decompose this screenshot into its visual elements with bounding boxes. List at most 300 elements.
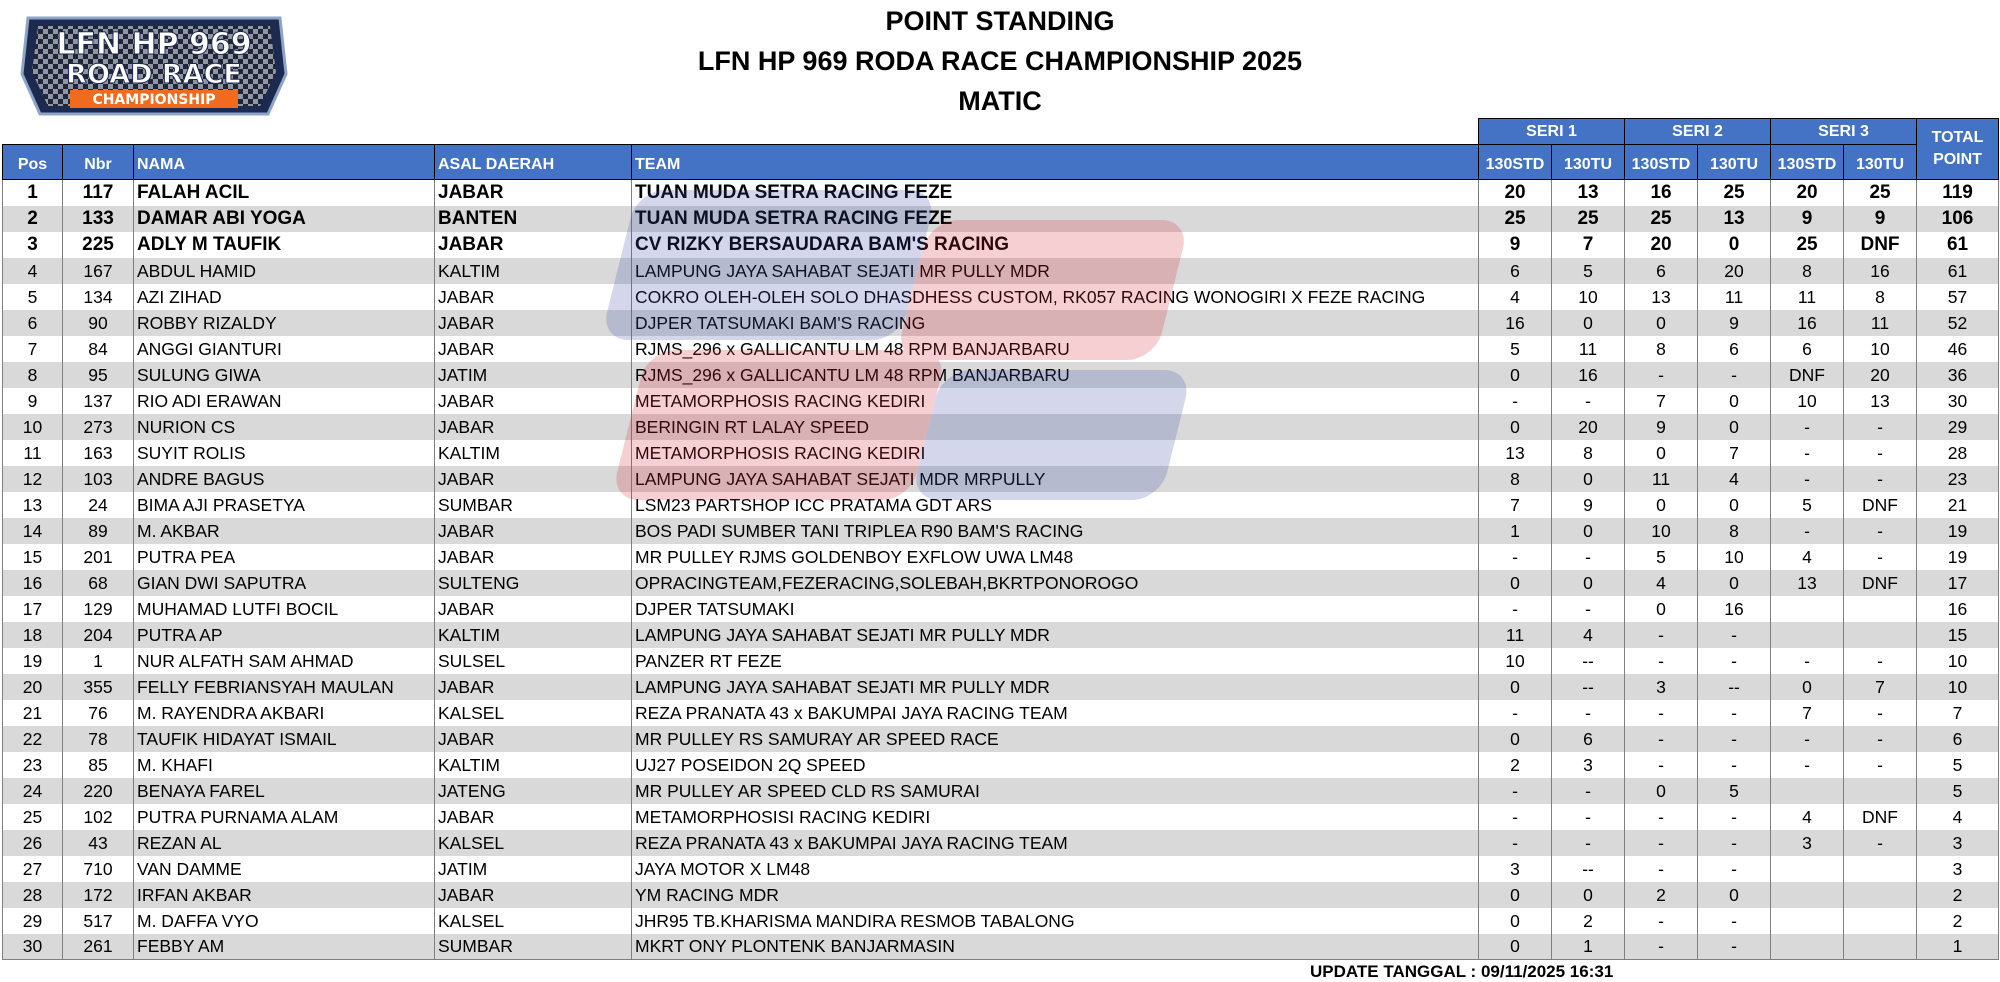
team-cell: YM RACING MDR bbox=[632, 882, 1479, 908]
nama-cell: TAUFIK HIDAYAT ISMAIL bbox=[134, 726, 435, 752]
total-point-cell: 16 bbox=[1917, 596, 1999, 622]
s1-std-cell: 0 bbox=[1479, 362, 1552, 388]
asal-cell: KALTIM bbox=[435, 622, 632, 648]
total-point-header bbox=[1917, 119, 1999, 180]
nama-cell: ABDUL HAMID bbox=[134, 258, 435, 284]
nbr-cell: 95 bbox=[63, 362, 134, 388]
nbr-cell: 89 bbox=[63, 518, 134, 544]
s2-std-cell: 0 bbox=[1625, 596, 1698, 622]
header-spacer bbox=[3, 119, 1479, 145]
pos-cell: 19 bbox=[3, 648, 63, 674]
pos-cell: 15 bbox=[3, 544, 63, 570]
s2-tu-cell: 7 bbox=[1698, 440, 1771, 466]
team-cell: BOS PADI SUMBER TANI TRIPLEA R90 BAM'S RACING bbox=[632, 518, 1479, 544]
s1-std-cell: 8 bbox=[1479, 466, 1552, 492]
nama-cell: M. RAYENDRA AKBARI bbox=[134, 700, 435, 726]
nbr-cell: 76 bbox=[63, 700, 134, 726]
pos-cell: 2 bbox=[3, 206, 63, 232]
s1-tu-cell: 20 bbox=[1552, 414, 1625, 440]
asal-cell: KALTIM bbox=[435, 752, 632, 778]
asal-cell: JABAR bbox=[435, 674, 632, 700]
s1-tu-cell: -- bbox=[1552, 648, 1625, 674]
s2-std-header: 130STD bbox=[1625, 145, 1698, 180]
pos-cell: 6 bbox=[3, 310, 63, 336]
s1-tu-cell: 1 bbox=[1552, 934, 1625, 960]
s1-std-cell: 0 bbox=[1479, 570, 1552, 596]
s2-tu-cell: - bbox=[1698, 830, 1771, 856]
nbr-cell: 201 bbox=[63, 544, 134, 570]
page-title: POINT STANDING bbox=[885, 6, 1115, 36]
s1-std-cell: 16 bbox=[1479, 310, 1552, 336]
nama-header: NAMA bbox=[134, 145, 435, 180]
team-cell: LAMPUNG JAYA SAHABAT SEJATI MR PULLY MDR bbox=[632, 258, 1479, 284]
s3-std-cell: 5 bbox=[1771, 492, 1844, 518]
logo-line2: ROAD RACE bbox=[66, 59, 242, 90]
s1-std-cell: - bbox=[1479, 596, 1552, 622]
s3-tu-cell: DNF bbox=[1844, 492, 1917, 518]
team-cell: JAYA MOTOR X LM48 bbox=[632, 856, 1479, 882]
nbr-cell: 85 bbox=[63, 752, 134, 778]
s1-tu-cell: -- bbox=[1552, 856, 1625, 882]
s3-tu-cell: - bbox=[1844, 518, 1917, 544]
nbr-cell: 167 bbox=[63, 258, 134, 284]
table-row bbox=[3, 856, 1999, 882]
asal-cell: JABAR bbox=[435, 726, 632, 752]
s2-std-cell: 16 bbox=[1625, 180, 1698, 206]
pos-cell: 24 bbox=[3, 778, 63, 804]
s3-tu-cell: - bbox=[1844, 466, 1917, 492]
nbr-cell: 710 bbox=[63, 856, 134, 882]
team-cell: LSM23 PARTSHOP ICC PRATAMA GDT ARS bbox=[632, 492, 1479, 518]
s3-std-cell bbox=[1771, 934, 1844, 960]
s1-tu-cell: 0 bbox=[1552, 310, 1625, 336]
s2-std-cell: 9 bbox=[1625, 414, 1698, 440]
s1-std-cell: 13 bbox=[1479, 440, 1552, 466]
asal-cell: BANTEN bbox=[435, 206, 632, 232]
nama-cell: ADLY M TAUFIK bbox=[134, 232, 435, 258]
s3-std-cell: - bbox=[1771, 726, 1844, 752]
nama-cell: M. AKBAR bbox=[134, 518, 435, 544]
s1-tu-cell: 25 bbox=[1552, 206, 1625, 232]
nbr-cell: 517 bbox=[63, 908, 134, 934]
asal-cell: JATIM bbox=[435, 856, 632, 882]
s3-std-cell: - bbox=[1771, 414, 1844, 440]
s1-tu-cell: 0 bbox=[1552, 570, 1625, 596]
pos-cell: 5 bbox=[3, 284, 63, 310]
total-point-cell: 61 bbox=[1917, 258, 1999, 284]
table-row bbox=[3, 180, 1999, 206]
s1-std-cell: 4 bbox=[1479, 284, 1552, 310]
total-point-cell: 1 bbox=[1917, 934, 1999, 960]
s1-tu-cell: 6 bbox=[1552, 726, 1625, 752]
pos-cell: 18 bbox=[3, 622, 63, 648]
s3-std-cell bbox=[1771, 882, 1844, 908]
pos-cell: 10 bbox=[3, 414, 63, 440]
team-cell: TUAN MUDA SETRA RACING FEZE bbox=[632, 206, 1479, 232]
nama-cell: PUTRA PEA bbox=[134, 544, 435, 570]
s3-tu-cell: - bbox=[1844, 544, 1917, 570]
s1-tu-cell: -- bbox=[1552, 674, 1625, 700]
update-timestamp: UPDATE TANGGAL : 09/11/2025 16:31 bbox=[1310, 962, 1614, 981]
standings-table bbox=[2, 118, 1999, 960]
table-row bbox=[3, 440, 1999, 466]
team-cell: DJPER TATSUMAKI BAM'S RACING bbox=[632, 310, 1479, 336]
s1-tu-cell: - bbox=[1552, 544, 1625, 570]
team-cell: METAMORPHOSIS RACING KEDIRI bbox=[632, 440, 1479, 466]
s2-std-cell: 20 bbox=[1625, 232, 1698, 258]
s3-tu-header: 130TU bbox=[1844, 145, 1917, 180]
s2-std-cell: - bbox=[1625, 362, 1698, 388]
s1-std-cell: 0 bbox=[1479, 882, 1552, 908]
s1-tu-cell: - bbox=[1552, 388, 1625, 414]
nama-cell: M. KHAFI bbox=[134, 752, 435, 778]
nama-cell: GIAN DWI SAPUTRA bbox=[134, 570, 435, 596]
pos-cell: 14 bbox=[3, 518, 63, 544]
s1-std-header: 130STD bbox=[1479, 145, 1552, 180]
s3-std-cell: - bbox=[1771, 466, 1844, 492]
s2-tu-cell: - bbox=[1698, 804, 1771, 830]
s1-std-cell: - bbox=[1479, 544, 1552, 570]
s2-std-cell: 10 bbox=[1625, 518, 1698, 544]
team-cell: RJMS_296 x GALLICANTU LM 48 RPM BANJARBARU bbox=[632, 362, 1479, 388]
team-cell: LAMPUNG JAYA SAHABAT SEJATI MDR MRPULLY bbox=[632, 466, 1479, 492]
s3-std-cell: 6 bbox=[1771, 336, 1844, 362]
s2-tu-cell: - bbox=[1698, 700, 1771, 726]
pos-cell: 25 bbox=[3, 804, 63, 830]
table-row bbox=[3, 908, 1999, 934]
asal-cell: SUMBAR bbox=[435, 492, 632, 518]
asal-cell: JABAR bbox=[435, 388, 632, 414]
team-cell: PANZER RT FEZE bbox=[632, 648, 1479, 674]
table-row bbox=[3, 830, 1999, 856]
team-cell: COKRO OLEH-OLEH SOLO DHASDHESS CUSTOM, RK057 RACING WONOGIRI X FEZE RACING bbox=[632, 284, 1479, 310]
team-cell: REZA PRANATA 43 x BAKUMPAI JAYA RACING TEAM bbox=[632, 830, 1479, 856]
s3-tu-cell: DNF bbox=[1844, 570, 1917, 596]
total-point-cell: 28 bbox=[1917, 440, 1999, 466]
s1-std-cell: 0 bbox=[1479, 726, 1552, 752]
total-point-cell: 52 bbox=[1917, 310, 1999, 336]
championship-title: LFN HP 969 RODA RACE CHAMPIONSHIP 2025 bbox=[697, 46, 1303, 76]
nama-cell: FALAH ACIL bbox=[134, 180, 435, 206]
total-point-cell: 21 bbox=[1917, 492, 1999, 518]
s2-tu-cell: 6 bbox=[1698, 336, 1771, 362]
s3-std-header: 130STD bbox=[1771, 145, 1844, 180]
s2-std-cell: 2 bbox=[1625, 882, 1698, 908]
nama-cell: ANDRE BAGUS bbox=[134, 466, 435, 492]
s2-std-cell: 7 bbox=[1625, 388, 1698, 414]
table-row bbox=[3, 622, 1999, 648]
total-point-cell: 61 bbox=[1917, 232, 1999, 258]
table-row bbox=[3, 648, 1999, 674]
s3-tu-cell: - bbox=[1844, 726, 1917, 752]
asal-cell: JABAR bbox=[435, 310, 632, 336]
pos-cell: 27 bbox=[3, 856, 63, 882]
table-row bbox=[3, 752, 1999, 778]
team-cell: JHR95 TB.KHARISMA MANDIRA RESMOB TABALONG bbox=[632, 908, 1479, 934]
nama-cell: PUTRA AP bbox=[134, 622, 435, 648]
team-cell: LAMPUNG JAYA SAHABAT SEJATI MR PULLY MDR bbox=[632, 674, 1479, 700]
pos-cell: 3 bbox=[3, 232, 63, 258]
s1-tu-cell: - bbox=[1552, 596, 1625, 622]
table-row bbox=[3, 310, 1999, 336]
nama-cell: BIMA AJI PRASETYA bbox=[134, 492, 435, 518]
s2-tu-cell: - bbox=[1698, 726, 1771, 752]
asal-cell: KALTIM bbox=[435, 258, 632, 284]
s2-tu-cell: 20 bbox=[1698, 258, 1771, 284]
category-title: MATIC bbox=[958, 86, 1042, 116]
asal-cell: SULSEL bbox=[435, 648, 632, 674]
s1-tu-cell: 16 bbox=[1552, 362, 1625, 388]
s3-tu-cell bbox=[1844, 934, 1917, 960]
nbr-cell: 78 bbox=[63, 726, 134, 752]
pos-header: Pos bbox=[3, 145, 63, 180]
team-cell: MR PULLEY RJMS GOLDENBOY EXFLOW UWA LM48 bbox=[632, 544, 1479, 570]
table-row bbox=[3, 284, 1999, 310]
s3-std-cell bbox=[1771, 622, 1844, 648]
asal-cell: JABAR bbox=[435, 804, 632, 830]
nbr-cell: 133 bbox=[63, 206, 134, 232]
pos-cell: 1 bbox=[3, 180, 63, 206]
s1-tu-cell: 4 bbox=[1552, 622, 1625, 648]
total-point-cell: 46 bbox=[1917, 336, 1999, 362]
s2-std-cell: 3 bbox=[1625, 674, 1698, 700]
standings-body bbox=[3, 180, 1999, 960]
s3-tu-cell: - bbox=[1844, 830, 1917, 856]
s2-tu-cell: 9 bbox=[1698, 310, 1771, 336]
table-row bbox=[3, 934, 1999, 960]
total-header-line2: POINT bbox=[1933, 151, 1982, 168]
s2-std-cell: - bbox=[1625, 856, 1698, 882]
s2-tu-cell: 0 bbox=[1698, 414, 1771, 440]
s3-std-cell bbox=[1771, 908, 1844, 934]
table-row bbox=[3, 674, 1999, 700]
s1-tu-cell: 7 bbox=[1552, 232, 1625, 258]
pos-cell: 16 bbox=[3, 570, 63, 596]
s1-tu-cell: 3 bbox=[1552, 752, 1625, 778]
nbr-cell: 172 bbox=[63, 882, 134, 908]
asal-cell: JABAR bbox=[435, 414, 632, 440]
nbr-cell: 90 bbox=[63, 310, 134, 336]
s1-tu-cell: - bbox=[1552, 830, 1625, 856]
total-point-cell: 7 bbox=[1917, 700, 1999, 726]
asal-daerah-header: ASAL DAERAH bbox=[435, 145, 632, 180]
s2-tu-cell: 8 bbox=[1698, 518, 1771, 544]
s3-tu-cell bbox=[1844, 856, 1917, 882]
s1-tu-cell: - bbox=[1552, 804, 1625, 830]
nbr-cell: 204 bbox=[63, 622, 134, 648]
s2-tu-cell: 11 bbox=[1698, 284, 1771, 310]
s3-tu-cell: 7 bbox=[1844, 674, 1917, 700]
s1-tu-header: 130TU bbox=[1552, 145, 1625, 180]
asal-cell: KALSEL bbox=[435, 830, 632, 856]
s3-std-cell: 20 bbox=[1771, 180, 1844, 206]
pos-cell: 13 bbox=[3, 492, 63, 518]
table-row bbox=[3, 596, 1999, 622]
s2-tu-cell: 0 bbox=[1698, 570, 1771, 596]
nama-cell: M. DAFFA VYO bbox=[134, 908, 435, 934]
table-row bbox=[3, 778, 1999, 804]
s3-tu-cell bbox=[1844, 778, 1917, 804]
pos-cell: 22 bbox=[3, 726, 63, 752]
nama-cell: PUTRA PURNAMA ALAM bbox=[134, 804, 435, 830]
nama-cell: NUR ALFATH SAM AHMAD bbox=[134, 648, 435, 674]
s3-std-cell: 9 bbox=[1771, 206, 1844, 232]
team-cell: MR PULLEY RS SAMURAY AR SPEED RACE bbox=[632, 726, 1479, 752]
s3-tu-cell: - bbox=[1844, 700, 1917, 726]
pos-cell: 29 bbox=[3, 908, 63, 934]
s1-tu-cell: 11 bbox=[1552, 336, 1625, 362]
total-point-cell: 30 bbox=[1917, 388, 1999, 414]
team-cell: LAMPUNG JAYA SAHABAT SEJATI MR PULLY MDR bbox=[632, 622, 1479, 648]
total-point-cell: 5 bbox=[1917, 778, 1999, 804]
s2-std-cell: - bbox=[1625, 908, 1698, 934]
s2-tu-header: 130TU bbox=[1698, 145, 1771, 180]
nbr-cell: 84 bbox=[63, 336, 134, 362]
s3-tu-cell: 8 bbox=[1844, 284, 1917, 310]
table-row bbox=[3, 414, 1999, 440]
asal-cell: JABAR bbox=[435, 180, 632, 206]
s1-std-cell: 0 bbox=[1479, 674, 1552, 700]
s3-std-cell: - bbox=[1771, 648, 1844, 674]
nbr-cell: 117 bbox=[63, 180, 134, 206]
pos-cell: 7 bbox=[3, 336, 63, 362]
s1-std-cell: 20 bbox=[1479, 180, 1552, 206]
s3-std-cell bbox=[1771, 596, 1844, 622]
table-row bbox=[3, 258, 1999, 284]
s1-tu-cell: 9 bbox=[1552, 492, 1625, 518]
total-point-cell: 57 bbox=[1917, 284, 1999, 310]
team-cell: RJMS_296 x GALLICANTU LM 48 RPM BANJARBARU bbox=[632, 336, 1479, 362]
s2-tu-cell: 4 bbox=[1698, 466, 1771, 492]
s1-std-cell: 1 bbox=[1479, 518, 1552, 544]
title-block bbox=[0, 0, 2000, 121]
asal-cell: JABAR bbox=[435, 466, 632, 492]
team-header: TEAM bbox=[632, 145, 1479, 180]
asal-cell: KALTIM bbox=[435, 440, 632, 466]
table-row bbox=[3, 232, 1999, 258]
team-cell: MKRT ONY PLONTENK BANJARMASIN bbox=[632, 934, 1479, 960]
nama-cell: AZI ZIHAD bbox=[134, 284, 435, 310]
s3-tu-cell: - bbox=[1844, 752, 1917, 778]
pos-cell: 23 bbox=[3, 752, 63, 778]
nbr-header: Nbr bbox=[63, 145, 134, 180]
s2-std-cell: 0 bbox=[1625, 492, 1698, 518]
s2-tu-cell: 0 bbox=[1698, 388, 1771, 414]
asal-cell: SUMBAR bbox=[435, 934, 632, 960]
table-row bbox=[3, 700, 1999, 726]
series-3-header: SERI 3 bbox=[1771, 119, 1917, 145]
s3-std-cell: 11 bbox=[1771, 284, 1844, 310]
pos-cell: 4 bbox=[3, 258, 63, 284]
nbr-cell: 43 bbox=[63, 830, 134, 856]
s1-std-cell: 6 bbox=[1479, 258, 1552, 284]
total-point-cell: 19 bbox=[1917, 544, 1999, 570]
total-point-cell: 2 bbox=[1917, 882, 1999, 908]
s3-std-cell: - bbox=[1771, 752, 1844, 778]
nama-cell: VAN DAMME bbox=[134, 856, 435, 882]
s2-std-cell: 6 bbox=[1625, 258, 1698, 284]
s1-std-cell: 7 bbox=[1479, 492, 1552, 518]
s3-tu-cell: 9 bbox=[1844, 206, 1917, 232]
s2-std-cell: 0 bbox=[1625, 440, 1698, 466]
s3-tu-cell: 13 bbox=[1844, 388, 1917, 414]
pos-cell: 9 bbox=[3, 388, 63, 414]
s2-std-cell: - bbox=[1625, 830, 1698, 856]
s2-tu-cell: - bbox=[1698, 934, 1771, 960]
nbr-cell: 220 bbox=[63, 778, 134, 804]
s2-std-cell: - bbox=[1625, 648, 1698, 674]
nama-cell: ROBBY RIZALDY bbox=[134, 310, 435, 336]
total-point-cell: 2 bbox=[1917, 908, 1999, 934]
nama-cell: RIO ADI ERAWAN bbox=[134, 388, 435, 414]
team-cell: BERINGIN RT LALAY SPEED bbox=[632, 414, 1479, 440]
s2-std-cell: - bbox=[1625, 622, 1698, 648]
s1-std-cell: 0 bbox=[1479, 414, 1552, 440]
s1-tu-cell: 8 bbox=[1552, 440, 1625, 466]
series-1-header: SERI 1 bbox=[1479, 119, 1625, 145]
nbr-cell: 137 bbox=[63, 388, 134, 414]
s1-std-cell: 10 bbox=[1479, 648, 1552, 674]
team-cell: DJPER TATSUMAKI bbox=[632, 596, 1479, 622]
table-row bbox=[3, 466, 1999, 492]
table-row bbox=[3, 388, 1999, 414]
total-point-cell: 36 bbox=[1917, 362, 1999, 388]
s3-std-cell bbox=[1771, 778, 1844, 804]
pos-cell: 12 bbox=[3, 466, 63, 492]
total-point-cell: 3 bbox=[1917, 856, 1999, 882]
s2-tu-cell: - bbox=[1698, 856, 1771, 882]
s1-std-cell: - bbox=[1479, 778, 1552, 804]
total-point-cell: 10 bbox=[1917, 674, 1999, 700]
nama-cell: FEBBY AM bbox=[134, 934, 435, 960]
s2-tu-cell: 10 bbox=[1698, 544, 1771, 570]
total-point-cell: 19 bbox=[1917, 518, 1999, 544]
s2-tu-cell: - bbox=[1698, 648, 1771, 674]
s2-tu-cell: 0 bbox=[1698, 232, 1771, 258]
table-row bbox=[3, 362, 1999, 388]
s2-tu-cell: -- bbox=[1698, 674, 1771, 700]
nbr-cell: 134 bbox=[63, 284, 134, 310]
s3-tu-cell bbox=[1844, 622, 1917, 648]
s1-std-cell: 25 bbox=[1479, 206, 1552, 232]
table-row bbox=[3, 518, 1999, 544]
asal-cell: JATIM bbox=[435, 362, 632, 388]
logo-line3: CHAMPIONSHIP bbox=[92, 92, 216, 108]
total-point-cell: 15 bbox=[1917, 622, 1999, 648]
s1-tu-cell: 2 bbox=[1552, 908, 1625, 934]
nbr-cell: 103 bbox=[63, 466, 134, 492]
s2-tu-cell: 0 bbox=[1698, 492, 1771, 518]
s2-tu-cell: 5 bbox=[1698, 778, 1771, 804]
s2-std-cell: 13 bbox=[1625, 284, 1698, 310]
pos-cell: 28 bbox=[3, 882, 63, 908]
s3-tu-cell: 25 bbox=[1844, 180, 1917, 206]
asal-cell: JABAR bbox=[435, 518, 632, 544]
s3-tu-cell: DNF bbox=[1844, 232, 1917, 258]
s1-std-cell: 0 bbox=[1479, 908, 1552, 934]
table-row bbox=[3, 882, 1999, 908]
s2-std-cell: - bbox=[1625, 700, 1698, 726]
nbr-cell: 1 bbox=[63, 648, 134, 674]
s3-std-cell: 10 bbox=[1771, 388, 1844, 414]
s2-tu-cell: 0 bbox=[1698, 882, 1771, 908]
s1-tu-cell: 5 bbox=[1552, 258, 1625, 284]
nbr-cell: 273 bbox=[63, 414, 134, 440]
s1-std-cell: - bbox=[1479, 804, 1552, 830]
total-point-cell: 4 bbox=[1917, 804, 1999, 830]
s1-tu-cell: 0 bbox=[1552, 466, 1625, 492]
team-cell: TUAN MUDA SETRA RACING FEZE bbox=[632, 180, 1479, 206]
